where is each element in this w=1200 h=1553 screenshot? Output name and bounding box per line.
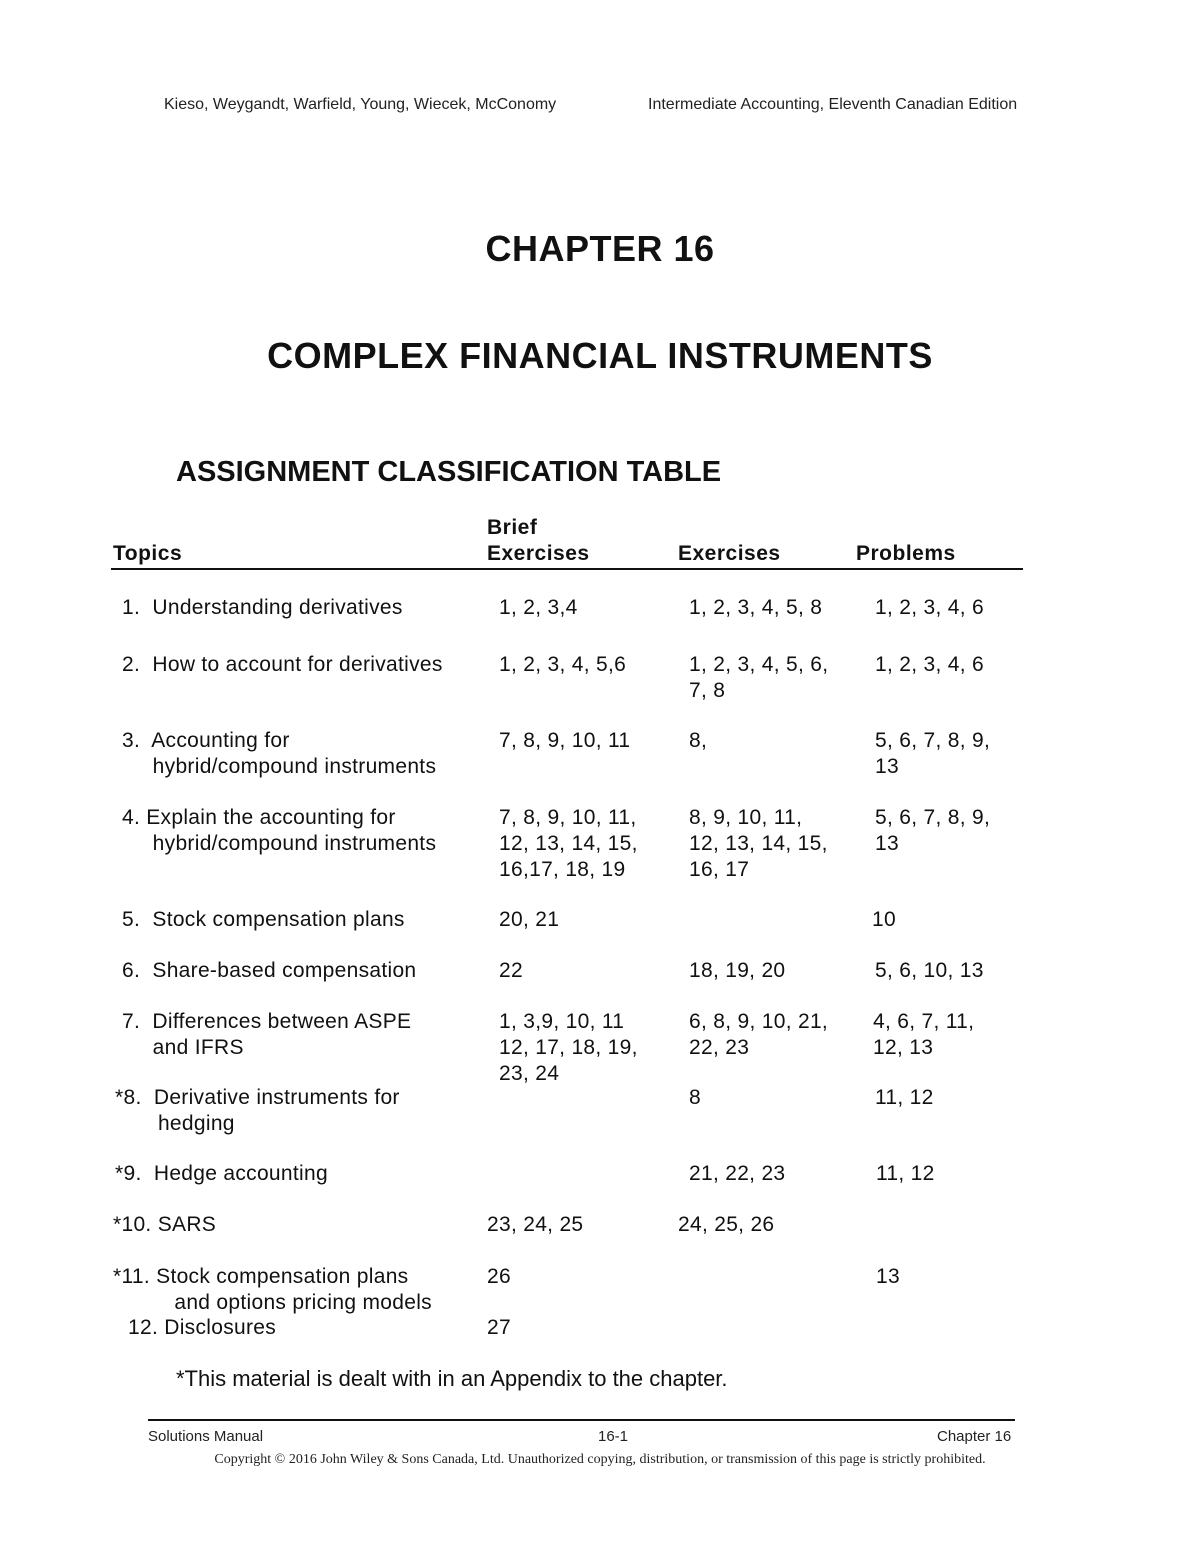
cell-exercises: 24, 25, 26 [678, 1213, 775, 1236]
cell-brief: 22 [499, 959, 523, 982]
running-header-authors: Kieso, Weygandt, Warfield, Young, Wiecek, McConomy [164, 96, 557, 113]
cell-topic: 1. Understanding derivatives [122, 596, 403, 619]
column-header-topics: Topics [113, 542, 183, 565]
cell-topic: *9. Hedge accounting [115, 1162, 328, 1185]
cell-topic: 7. Differences between ASPE and IFRS [122, 1010, 412, 1059]
cell-problems: 1, 2, 3, 4, 6 [875, 653, 984, 676]
footer-left: Solutions Manual [148, 1428, 264, 1445]
table-header-rule [111, 568, 1023, 570]
cell-exercises: 18, 19, 20 [689, 959, 786, 982]
cell-problems: 13 [876, 1265, 900, 1288]
footer-rule [148, 1419, 1015, 1421]
cell-brief: 7, 8, 9, 10, 11, 12, 13, 14, 15, 16,17, 18, 19 [499, 806, 638, 881]
cell-exercises: 8, 9, 10, 11, 12, 13, 14, 15, 16, 17 [689, 806, 828, 881]
running-header-book-title: Intermediate Accounting, Eleventh Canadian Edition [648, 96, 1018, 113]
section-title: ASSIGNMENT CLASSIFICATION TABLE [176, 456, 722, 488]
cell-topic: 12. Disclosures [128, 1316, 277, 1339]
cell-brief: 23, 24, 25 [487, 1213, 584, 1236]
footer-page-number: 16-1 [598, 1428, 629, 1445]
cell-problems: 5, 6, 7, 8, 9, 13 [875, 806, 991, 855]
cell-topic: 4. Explain the accounting for hybrid/compound instruments [122, 806, 437, 855]
cell-brief: 27 [487, 1316, 511, 1339]
cell-topic: *8. Derivative instruments for hedging [115, 1086, 400, 1135]
cell-exercises: 1, 2, 3, 4, 5, 6, 7, 8 [689, 653, 829, 702]
cell-brief: 7, 8, 9, 10, 11 [499, 729, 631, 752]
cell-problems: 4, 6, 7, 11, 12, 13 [873, 1010, 975, 1059]
cell-topic: 3. Accounting for hybrid/compound instruments [122, 729, 437, 778]
column-header-exercises: Exercises [678, 542, 781, 565]
cell-brief: 1, 2, 3,4 [499, 596, 578, 619]
cell-brief: 20, 21 [499, 908, 560, 931]
cell-brief: 26 [487, 1265, 511, 1288]
appendix-note: *This material is dealt with in an Appendix to the chapter. [176, 1366, 728, 1391]
cell-problems: 11, 12 [875, 1086, 934, 1109]
cell-topic: 2. How to account for derivatives [122, 653, 443, 676]
footer-right: Chapter 16 [937, 1428, 1012, 1445]
column-header-problems: Problems [856, 542, 956, 565]
cell-exercises: 21, 22, 23 [689, 1162, 786, 1185]
cell-exercises: 8 [689, 1086, 701, 1109]
column-header-brief: Brief [487, 516, 538, 539]
chapter-title: CHAPTER 16 [485, 228, 715, 269]
cell-topic: 6. Share-based compensation [122, 959, 417, 982]
cell-exercises: 8, [689, 729, 708, 752]
copyright-notice: Copyright © 2016 John Wiley & Sons Canada, Ltd. Unauthorized copying, distribution, or transmission of this page is strictly prohibited. [214, 1452, 986, 1467]
column-header-brief-exercises: Exercises [487, 542, 590, 565]
cell-problems: 10 [872, 908, 896, 931]
cell-brief: 1, 3,9, 10, 11 12, 17, 18, 19, 23, 24 [499, 1010, 638, 1085]
cell-brief: 1, 2, 3, 4, 5,6 [499, 653, 627, 676]
cell-problems: 5, 6, 10, 13 [875, 959, 984, 982]
cell-problems: 5, 6, 7, 8, 9, 13 [875, 729, 991, 778]
cell-topic: *11. Stock compensation plans and options pricing models [113, 1265, 432, 1314]
cell-topic: 5. Stock compensation plans [122, 908, 405, 931]
chapter-subtitle: COMPLEX FINANCIAL INSTRUMENTS [267, 335, 933, 376]
cell-exercises: 1, 2, 3, 4, 5, 8 [689, 596, 823, 619]
cell-exercises: 6, 8, 9, 10, 21, 22, 23 [689, 1010, 829, 1059]
cell-problems: 11, 12 [876, 1162, 935, 1185]
cell-problems: 1, 2, 3, 4, 6 [875, 596, 984, 619]
cell-topic: *10. SARS [113, 1213, 217, 1236]
